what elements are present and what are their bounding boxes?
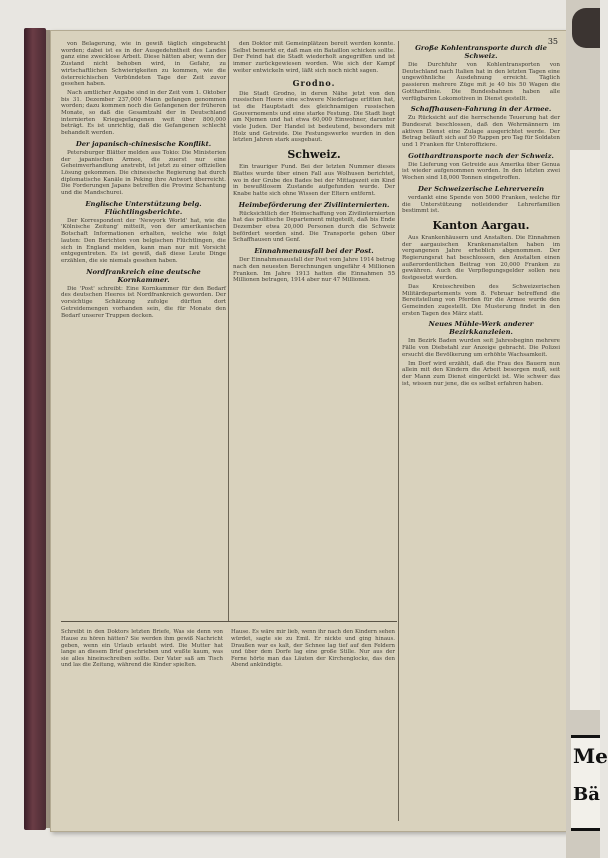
article-text: Die Lieferung von Getreide aus Amerika über Genua ist wieder aufgenommen worden. In den letzten zwei Wochen sind 18,000 Tonnen eingetroffen. bbox=[402, 161, 560, 182]
article-text: den Doktor mit Gemeinplätzen bereit werden konnte. Selbst bemerkt er, daß man ein Bataillon schicken sollte. Der Feind hat die Stadt wiederholt angegriffen und ist immer zurückgewiesen worden. Wie sich der Kampf weiter entwickeln wird, läßt sich noch nicht sagen. bbox=[233, 41, 395, 74]
column-middle bbox=[233, 41, 395, 621]
article-heading: Englische Unterstützung belg. Flüchtlingsberichte. bbox=[85, 199, 202, 216]
article-text: Zu Rücksicht auf die herrschende Teuerung hat der Bundesrat beschlossen, daß den Wehrmännern im aktiven Dienst eine Zulage ausgerichtet werde. Der Betrag beläuft sich auf 50 Rappen pro Tag für Soldaten und 1 Franken für Unteroffiziere. bbox=[402, 115, 560, 149]
article-text: Die Stadt Grodno, in deren Nähe jetzt von den russischen Heere eine schwere Niederlage erlitten hat, ist die Hauptstadt des gleichnamigen russischen Gouvernements und eine starke Festung. Die Stadt liegt am Njemen und hat etwa 60,000 Einwohner, darunter viele Juden. Der Handel ist bedeutend, besonders mit Holz und Getreide. Die Festungswerke wurden in den letzten Jahren stark ausgebaut. bbox=[233, 90, 395, 144]
article-text: Der Korrespondent der 'Newyork World' hat, wie die 'Kölnische Zeitung' mitteilt, von der amerikanischen Botschaft Informationen erhalten, welche wie folgt lauten: Den Berichten von belgischen Flüchtlingen, die sich in England melden, kann man nur mit Vorsicht entgegentreten. Es ist gewiß, daß diese Leute Dinge erzählen, die sie niemals gesehen haben. bbox=[61, 217, 226, 264]
section-heading: Schweiz. bbox=[287, 148, 341, 162]
article-heading: Der japanisch-chinesische Konflikt. bbox=[75, 139, 212, 148]
article-heading: Der Schweizerische Lehrerverein bbox=[417, 184, 545, 193]
article-text: Nach amtlicher Angabe sind in der Zeit vom 1. Oktober bis 31. Dezember 237,000 Mann gefangen genommen worden; dazu kommen noch die Gefangenen der früheren Monate, so daß die Gesamtzahl der in Deutschland internierten Kriegsgefangenen weit über 800,000 beträgt. Es ist unrichtig, daß die Gefangenen schlecht behandelt werden. bbox=[61, 89, 226, 137]
article-text: Die 'Post' schreibt: Eine Kornkammer für den Bedarf des deutschen Heeres ist Nordfrankreich geworden. Der vorsichtige Schätzung zufolge dürften dort Getreidemengen vorhanden sein, die für Monate den Bedarf unserer Truppen decken. bbox=[61, 285, 226, 319]
article-text: Im Bezirk Baden wurden seit Jahresbeginn mehrere Fälle von Diebstahl zur Anzeige gebracht. Die Polizei ersucht die Bevölkerung um erhöhte Wachsamkeit. bbox=[402, 338, 560, 358]
column-left bbox=[61, 41, 226, 621]
article-heading: Gotthardtransporte nach der Schweiz. bbox=[408, 151, 554, 160]
article-text: Aus Krankenhäusern und Anstalten. Die Einnahmen der aargauischen Krankenanstalten haben im vergangenen Jahre erheblich abgenommen. Der Regierungsrat hat beschlossen, den Anstalten einen außerordentlichen Beitrag von 20,000 Franken zu gewähren. Auch die Verpflegungsgelder sollen neu festgesetzt werden. bbox=[402, 234, 560, 282]
section-heading: Kanton Aargau. bbox=[432, 218, 530, 232]
article-text: Rücksichtlich der Heimschaffung von Zivilinternierten hat das politische Departement mitgeteilt, daß bis Ende Dezember etwa 20,000 Personen durch die Schweiz befördert worden sind. Die Transporte gehen über Schaffhausen und Genf. bbox=[233, 210, 395, 244]
story-text: Schreibt in den Doktors letzten Briefe, Was sie denn von Hause zu hören hätten? Sie werden ihm gewiß Nachricht geben, wenn ein Urlaub erlaubt wird. Die Mutter hat lange an diesem Brief geschrieben und wußte kaum, was sie alles hineinschreiben sollte. Der Vater saß am Tisch und las die Zeitung, während die Kinder spielten. bbox=[61, 629, 223, 669]
column-rule bbox=[228, 41, 229, 621]
book-spine bbox=[24, 28, 46, 830]
newspaper-page bbox=[50, 30, 567, 832]
article-text: von Belagerung, wie in gewiß täglich eingebracht worden; dabei ist es in der Ausgedehntheit des Landes ganz eine zwecklose Arbeit. Diese hätten aber, wenn der Zustand nicht behoben wird, in Gefahr, zu wirtschaftlichen Schwierigkeiten zu kommen, wie die österreichischen Verbündeten Tage der Zeit zuvor gesehen haben. bbox=[61, 41, 226, 88]
article-text: Ein trauriger Fund. Bei der letzten Nummer dieses Blattes wurde über einen Fall aus Wolhusen berichtet, wo in der Grube des Bades bei der Mittagszeit ein Kind in bewußtlosem Zustande aufgefunden wurde. Der Knabe hatte sich ohne Wissen der Eltern entfernt. bbox=[233, 164, 395, 197]
article-heading: Neues Mühle-Werk anderer Bezirkkanzleien. bbox=[428, 320, 534, 337]
column-right bbox=[402, 41, 560, 821]
article-heading: Nordfrankreich eine deutsche Kornkammer. bbox=[86, 267, 201, 284]
article-heading: Einnahmenausfall bei der Post. bbox=[254, 247, 374, 256]
article-heading: Schaffhausen-Fahrung in der Armee. bbox=[410, 105, 552, 114]
feuilleton-rule bbox=[61, 621, 397, 622]
article-text: Im Dorf wird erzählt, daß die Frau des Bauern nun allein mit den Kindern die Arbeit besorgen muß, seit der Mann zum Dienst eingerückt ist. Wie schwer das ist, wissen nur jene, die es selbst erfahren haben. bbox=[402, 360, 560, 387]
story-text: Hause. Es wäre mir lieb, wenn ihr nach den Kindern sehen würdet, sagte sie zu Emil. Er nickte und ging hinaus. Draußen war es kalt, der Schnee lag tief auf den Feldern und über dem Dorfe lag eine große Stille. Nur aus der Ferne hörte man das Läuten der Kirchenglocke, das den Abend ankündigte. bbox=[231, 629, 395, 669]
adjacent-page-text bbox=[570, 150, 600, 710]
article-text: Das Kreisschreiben des Schweizerischen Militärdepartements vom 8. Februar betreffend die Bereitstellung von Pferden für die Armee wurde den Gemeinden zugestellt. Die Musterung findet in den ersten Tagen des März statt. bbox=[402, 283, 560, 317]
article-heading: Heimbeförderung der Zivilinternierten. bbox=[238, 200, 390, 209]
ad-line: Bä bbox=[573, 784, 600, 805]
article-heading: Große Kohlentransporte durch die Schweiz. bbox=[415, 44, 547, 60]
adjacent-page-fold bbox=[572, 8, 600, 48]
article-text: Der Einnahmenausfall der Post vom Jahre 1914 betrug nach den neuesten Berechnungen ungefähr 4 Millionen Franken. Im Jahre 1913 hatten die Einnahmen 55 Millionen betragen, 1914 aber nur 47 Millionen. bbox=[233, 257, 395, 284]
feuilleton-left bbox=[61, 624, 223, 824]
page-number: 35 bbox=[547, 37, 558, 46]
column-rule bbox=[398, 41, 399, 821]
article-text: Die Durchfuhr von Kohlentransporten von Deutschland nach Italien hat in den letzten Tagen eine ungewöhnliche Ausdehnung erreicht. Täglich passieren mehrere Züge mit je 40 bis 50 Wagen die Gotthardlinie. Die Bundesbahnen haben alle verfügbaren Lokomotiven in Dienst gestellt. bbox=[402, 62, 560, 102]
feuilleton-right bbox=[231, 624, 395, 824]
ad-line: Me bbox=[573, 744, 608, 768]
article-text: Petersburger Blätter melden aus Tokio: Die Ministerien der japanischen Armee, die zuerst nur eine Geheimverhandlung anstrebt, ist jetzt zu einer offiziellen Lösung gekommen. Die chinesische Regierung hat durch diplomatische Kanäle in Peking ihre Antwort überreicht. Die Forderungen Japans betreffen die Provinz Schantung und die Mandschurei. bbox=[61, 149, 226, 197]
article-heading: Grodno. bbox=[292, 77, 336, 88]
article-text: verdankt eine Spende von 5000 Franken, welche für die Unterstützung notleidender Lehrerfamilien bestimmt ist. bbox=[402, 194, 560, 215]
advertisement bbox=[571, 735, 608, 831]
